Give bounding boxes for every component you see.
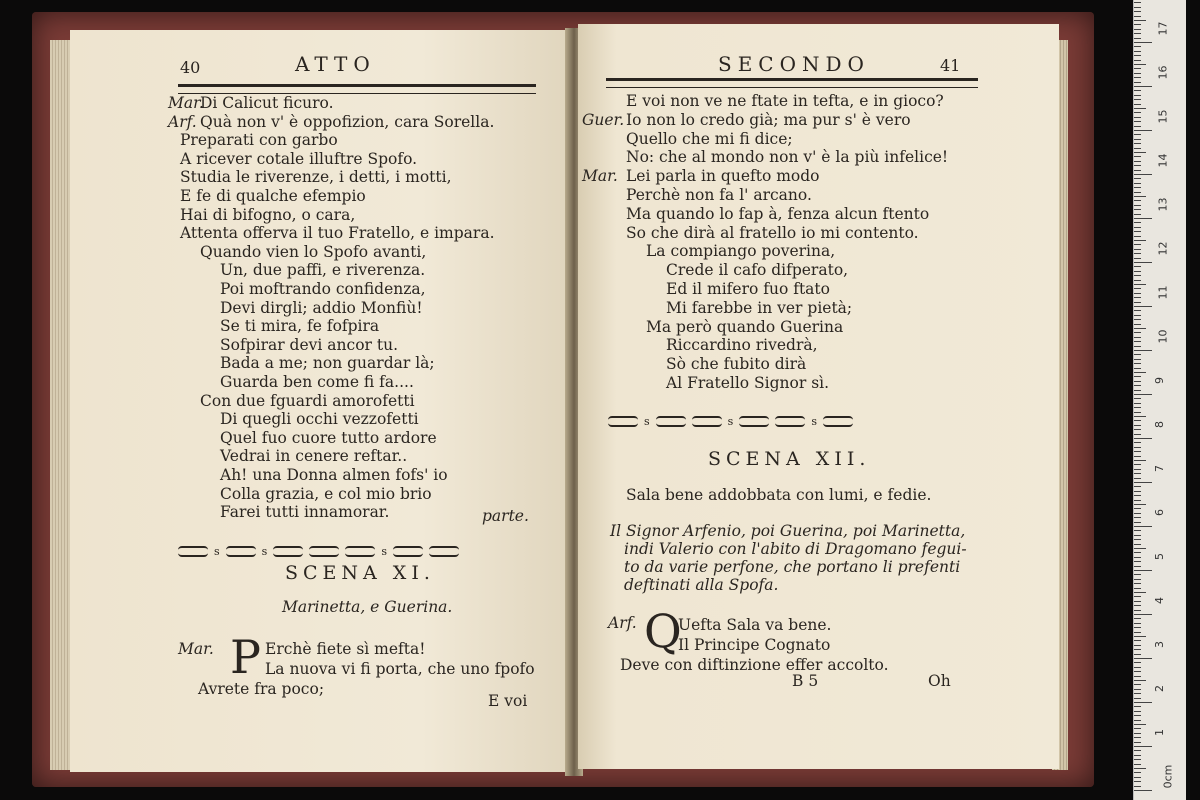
ruler-tick — [1134, 403, 1141, 404]
ruler-tick — [1134, 205, 1141, 206]
verse-line: Bada a me; non guardar là; — [220, 354, 435, 373]
ruler-tick — [1134, 764, 1141, 765]
scene-setting: Sala bene addobbata con lumi, e fedie. — [626, 486, 932, 504]
ruler-tick — [1134, 720, 1141, 721]
ruler-tick — [1134, 46, 1141, 47]
ruler-tick — [1134, 434, 1141, 435]
ruler-tick — [1134, 178, 1141, 179]
ornament-divider: s s s — [608, 416, 853, 426]
ruler-tick — [1134, 99, 1141, 100]
dialogue-line: Deve con diftinzione effer accolto. — [620, 656, 889, 674]
ruler-tick — [1134, 324, 1141, 325]
ruler-tick — [1134, 530, 1141, 531]
verse-line: Ma però quando Guerina — [646, 317, 844, 336]
ruler-tick — [1134, 627, 1141, 628]
ruler-tick — [1134, 306, 1152, 307]
ruler-tick — [1134, 275, 1141, 276]
ruler-number: 10 — [1156, 329, 1170, 344]
ruler-tick — [1134, 156, 1141, 157]
verse-line: Studia le riverenze, i detti, i motti, — [180, 168, 452, 187]
ruler-tick — [1134, 742, 1141, 743]
ruler-tick — [1134, 381, 1141, 382]
verse-line: Poi moftrando confidenza, — [220, 280, 426, 298]
ruler-tick — [1134, 319, 1141, 320]
ruler-number: 14 — [1156, 153, 1170, 168]
verse-line: Se ti mira, fe fofpira — [220, 317, 380, 336]
ruler-tick — [1134, 693, 1141, 694]
ruler-tick — [1134, 768, 1146, 769]
ruler-tick — [1134, 724, 1146, 725]
ruler-tick — [1134, 698, 1141, 699]
ruler-tick — [1134, 491, 1141, 492]
ruler-number: 1 — [1153, 729, 1166, 736]
ruler-tick — [1134, 658, 1152, 659]
ruler-tick — [1134, 266, 1141, 267]
verse-line: No: che al mondo non v' è la più infelice! — [626, 148, 949, 167]
ruler-tick — [1134, 284, 1146, 285]
ruler-tick — [1134, 469, 1141, 470]
ruler-tick — [1134, 55, 1141, 56]
ruler-tick — [1134, 341, 1141, 342]
ruler-tick — [1134, 271, 1141, 272]
ruler-tick — [1134, 561, 1141, 562]
ruler-tick — [1134, 398, 1141, 399]
ruler-number: 0cm — [1161, 764, 1175, 789]
ruler-tick — [1134, 77, 1141, 78]
ruler-tick — [1134, 460, 1146, 461]
ruler-tick — [1134, 517, 1141, 518]
header-rule — [178, 84, 536, 94]
ruler-tick — [1134, 781, 1141, 782]
verse-line: A ricever cotale illuftre Spofo. — [180, 149, 418, 168]
catchword: Oh — [928, 672, 951, 690]
ruler-tick — [1134, 539, 1141, 540]
ruler-tick — [1134, 64, 1146, 65]
dialogue-line: Uefta Sala va bene. — [678, 616, 832, 634]
ruler-tick — [1134, 676, 1141, 677]
verse-line: Quando vien lo Spofo avanti, — [200, 242, 427, 261]
ruler-tick — [1134, 20, 1146, 21]
verse-line: Vedrai in cenere reftar.. — [220, 447, 408, 466]
ruler-tick — [1134, 280, 1141, 281]
ruler-tick — [1134, 733, 1141, 734]
ruler-tick — [1134, 473, 1141, 474]
ruler-tick — [1134, 447, 1141, 448]
ruler-tick — [1134, 438, 1152, 439]
ruler-tick — [1134, 623, 1141, 624]
verse-line: Io non lo credo già; ma pur s' è vero — [626, 110, 911, 129]
ruler-tick — [1134, 2, 1141, 3]
ruler-tick — [1134, 425, 1141, 426]
ruler-tick — [1134, 332, 1141, 333]
ruler-tick — [1134, 152, 1146, 153]
speaker: Mar. — [582, 167, 618, 186]
ruler-tick — [1134, 139, 1141, 140]
ruler-number: 17 — [1156, 21, 1170, 36]
verse-line: Mi farebbe in ver pietà; — [666, 298, 853, 317]
ruler-tick — [1134, 508, 1141, 509]
ruler-tick — [1134, 29, 1141, 30]
ruler-tick — [1134, 108, 1146, 109]
ruler-tick — [1134, 671, 1141, 672]
ruler-tick — [1134, 442, 1141, 443]
ruler-tick — [1134, 200, 1141, 201]
ruler-tick — [1134, 372, 1146, 373]
ruler-number: 13 — [1156, 197, 1170, 212]
ruler-number: 15 — [1156, 109, 1170, 124]
speaker: Arf. — [168, 112, 197, 131]
ruler-tick — [1134, 737, 1141, 738]
ruler-tick — [1134, 478, 1141, 479]
right-page — [578, 24, 1059, 769]
ruler-tick — [1134, 759, 1141, 760]
ruler-tick — [1134, 174, 1152, 175]
dialogue-line: La nuova vi fi porta, che uno fpofo — [265, 660, 535, 678]
ruler-tick — [1134, 706, 1141, 707]
verse-line: Al Fratello Signor sì. — [666, 374, 830, 392]
running-head: SECONDO — [718, 52, 870, 76]
ruler-tick — [1134, 236, 1141, 237]
ruler-tick — [1134, 126, 1141, 127]
verse-line: Devi dirgli; addio Monfiù! — [220, 298, 423, 317]
speaker: Mar. — [178, 640, 214, 658]
verse-line: Sofpirar devi ancor tu. — [220, 335, 399, 354]
ruler-number: 4 — [1153, 597, 1166, 604]
ruler-tick — [1134, 33, 1141, 34]
ruler-tick — [1134, 310, 1141, 311]
ruler-tick — [1134, 227, 1141, 228]
ruler-tick — [1134, 376, 1141, 377]
ruler-tick — [1134, 240, 1146, 241]
verse-line: E voi non ve ne ftate in tefta, e in gioco? — [626, 92, 944, 110]
ruler-number: 2 — [1153, 685, 1166, 692]
ruler-tick — [1134, 728, 1141, 729]
ruler-tick — [1134, 315, 1141, 316]
ruler-tick — [1134, 187, 1141, 188]
ruler-tick — [1134, 618, 1141, 619]
ruler-tick — [1134, 535, 1141, 536]
ruler-tick — [1134, 464, 1141, 465]
verse-line: Di Calicut ficuro. — [200, 94, 334, 112]
verse-line: Quà non v' è oppofizion, cara Sorella. — [200, 112, 495, 131]
page-number: 40 — [180, 58, 201, 77]
ruler-tick — [1134, 715, 1141, 716]
ruler-tick — [1134, 636, 1146, 637]
page-number: 41 — [940, 56, 961, 75]
signature-mark: B 5 — [792, 672, 819, 690]
stage-direction: to da varie perfone, che portano li prefenti — [624, 558, 961, 576]
ruler-tick — [1134, 750, 1141, 751]
ruler-tick — [1134, 196, 1146, 197]
ruler-tick — [1134, 662, 1141, 663]
ruler-tick — [1134, 104, 1141, 105]
ruler-tick — [1134, 143, 1141, 144]
ruler-tick — [1134, 601, 1141, 602]
ruler-tick — [1134, 51, 1141, 52]
exit-direction: parte. — [482, 507, 529, 525]
ruler-tick — [1134, 566, 1141, 567]
ruler-tick — [1134, 702, 1152, 703]
ruler-tick — [1134, 645, 1141, 646]
ruler-tick — [1134, 68, 1141, 69]
ruler-tick — [1134, 24, 1141, 25]
drop-cap: Q — [644, 604, 682, 658]
ruler-tick — [1134, 596, 1141, 597]
verse-line: Attenta offerva il tuo Fratello, e impara. — [180, 224, 495, 243]
dialogue-line: Avrete fra poco; — [198, 680, 325, 698]
ruler-tick — [1134, 583, 1141, 584]
verse-line: Preparati con garbo — [180, 131, 338, 150]
ruler-tick — [1134, 552, 1141, 553]
ruler-tick — [1134, 218, 1152, 219]
ruler-tick — [1134, 337, 1141, 338]
ruler-tick — [1134, 570, 1152, 571]
ruler-tick — [1134, 385, 1141, 386]
ruler-tick — [1134, 544, 1141, 545]
ruler-tick — [1134, 244, 1141, 245]
ruler-tick — [1134, 711, 1141, 712]
ruler-tick — [1134, 654, 1141, 655]
dialogue-line: Il Principe Cognato — [678, 636, 831, 654]
verse-line: Con due fguardi amorofetti — [200, 391, 415, 410]
verse-line: Sò che fubito dirà — [666, 355, 807, 374]
ruler-number: 12 — [1156, 241, 1170, 256]
ruler-tick — [1134, 500, 1141, 501]
verse-line: E fe di qualche efempio — [180, 187, 366, 205]
ruler-tick — [1134, 755, 1141, 756]
ruler-tick — [1134, 117, 1141, 118]
ruler-tick — [1134, 38, 1141, 39]
ruler-tick — [1134, 605, 1141, 606]
ruler-tick — [1134, 368, 1141, 369]
ruler-tick — [1134, 231, 1141, 232]
verse-line: Hai di bifogno, o cara, — [180, 205, 356, 224]
ornament-divider: s s s — [178, 546, 459, 556]
verse-line: Di quegli occhi vezzofetti — [220, 410, 419, 429]
ruler-tick — [1134, 11, 1141, 12]
ruler-tick — [1134, 354, 1141, 355]
ruler-tick — [1134, 412, 1141, 413]
verse-line: Colla grazia, e col mio brio — [220, 484, 432, 503]
ruler-tick — [1134, 209, 1141, 210]
ruler-tick — [1134, 495, 1141, 496]
drop-cap: P — [230, 630, 261, 684]
ruler-number: 9 — [1153, 377, 1166, 384]
ruler-number: 5 — [1153, 553, 1166, 560]
ruler-tick — [1134, 214, 1141, 215]
ruler-tick — [1134, 359, 1141, 360]
stage-direction: Il Signor Arfenio, poi Guerina, poi Marinetta, — [610, 522, 966, 540]
scene-persons: Marinetta, e Guerina. — [282, 598, 453, 616]
ruler-number: 16 — [1156, 65, 1170, 80]
verse-line: Perchè non fa l' arcano. — [626, 186, 812, 204]
ruler-tick — [1134, 7, 1141, 8]
ruler-tick — [1134, 297, 1141, 298]
ruler-tick — [1134, 689, 1141, 690]
ruler-tick — [1134, 614, 1152, 615]
ruler-tick — [1134, 451, 1141, 452]
ruler-tick — [1134, 350, 1152, 351]
ruler-tick — [1134, 429, 1141, 430]
verse-line: Quel fuo cuore tutto ardore — [220, 428, 437, 447]
ruler-tick — [1134, 293, 1141, 294]
stage-direction: indi Valerio con l'abito di Dragomano fegui- — [624, 540, 967, 558]
left-page — [70, 30, 573, 772]
ruler-tick — [1134, 170, 1141, 171]
ruler-number: 7 — [1153, 465, 1166, 472]
header-rule — [606, 78, 978, 88]
ruler-tick — [1134, 557, 1141, 558]
ruler-tick — [1134, 390, 1141, 391]
ruler-number: 3 — [1153, 641, 1166, 648]
ruler-tick — [1134, 548, 1146, 549]
speaker: Arf. — [608, 614, 637, 632]
ruler-tick — [1134, 121, 1141, 122]
verse-line: Un, due paffi, e riverenza. — [220, 261, 426, 280]
ruler-tick — [1134, 684, 1141, 685]
ruler-tick — [1134, 482, 1152, 483]
verse-line: Ma quando lo fap à, fenza alcun ftento — [626, 204, 930, 223]
ruler-tick — [1134, 161, 1141, 162]
ruler-tick — [1134, 680, 1146, 681]
ruler-tick — [1134, 222, 1141, 223]
catchword: E voi — [488, 692, 528, 710]
ruler-tick — [1134, 777, 1141, 778]
ruler-tick — [1134, 486, 1141, 487]
ruler-tick — [1134, 134, 1141, 135]
ruler-tick — [1134, 456, 1141, 457]
ruler-tick — [1134, 302, 1141, 303]
ruler-tick — [1134, 790, 1152, 791]
ruler-number: 6 — [1153, 509, 1166, 516]
verse-line: Riccardino rivedrà, — [666, 336, 818, 355]
ruler-tick — [1134, 16, 1141, 17]
ruler-tick — [1134, 328, 1146, 329]
ruler-tick — [1134, 112, 1141, 113]
running-head: ATTO — [295, 52, 376, 76]
verse-line: Lei parla in quefto modo — [626, 167, 820, 186]
ruler-tick — [1134, 165, 1141, 166]
ruler-tick — [1134, 249, 1141, 250]
ruler-tick — [1134, 522, 1141, 523]
ruler-tick — [1134, 513, 1141, 514]
verse-line: Farei tutti innamorar. — [220, 503, 390, 522]
ruler-tick — [1134, 262, 1152, 263]
verse-line: So che dirà al fratello io mi contento. — [626, 223, 919, 242]
ruler-tick — [1134, 130, 1152, 131]
ruler-tick — [1134, 416, 1146, 417]
ruler-tick — [1134, 786, 1141, 787]
ruler-tick — [1134, 288, 1141, 289]
verse-line: Ed il mifero fuo ftato — [666, 280, 830, 298]
scene-title: SCENA XII. — [708, 448, 871, 470]
ruler-tick — [1134, 82, 1141, 83]
ruler-tick — [1134, 579, 1141, 580]
ruler-tick — [1134, 632, 1141, 633]
ruler-tick — [1134, 526, 1152, 527]
ruler-tick — [1134, 588, 1141, 589]
ruler-tick — [1134, 192, 1141, 193]
speaker: Guer. — [582, 110, 625, 129]
ruler-tick — [1134, 772, 1141, 773]
ruler-tick — [1134, 746, 1152, 747]
ruler-number: 11 — [1156, 285, 1170, 300]
ruler-tick — [1134, 504, 1146, 505]
ruler-tick — [1134, 574, 1141, 575]
ruler-tick — [1134, 649, 1141, 650]
ruler-tick — [1134, 394, 1152, 395]
verse-line: La compiango poverina, — [646, 242, 836, 261]
ruler-tick — [1134, 610, 1141, 611]
speaker: Mar. — [168, 94, 204, 112]
ruler-tick — [1134, 73, 1141, 74]
ruler-tick — [1134, 407, 1141, 408]
ruler-tick — [1134, 60, 1141, 61]
ruler-tick — [1134, 592, 1146, 593]
verse-line: Guarda ben come fi fa.... — [220, 373, 414, 391]
ruler-tick — [1134, 420, 1141, 421]
ruler-tick — [1134, 42, 1152, 43]
ruler-tick — [1134, 346, 1141, 347]
dialogue-line: Erchè fiete sì mefta! — [265, 640, 426, 658]
verse-line: Quello che mi fi dice; — [626, 129, 793, 148]
ruler-tick — [1134, 183, 1141, 184]
verse-line: Ah! una Donna almen fofs' io — [220, 466, 448, 484]
ruler-tick — [1134, 95, 1141, 96]
ruler-number: 8 — [1153, 421, 1166, 428]
ruler-tick — [1134, 667, 1141, 668]
ruler-tick — [1134, 148, 1141, 149]
ruler-tick — [1134, 86, 1152, 87]
measuring-ruler — [1133, 0, 1186, 800]
stage-direction: deftinati alla Spofa. — [624, 576, 779, 594]
ruler-tick — [1134, 258, 1141, 259]
ruler-tick — [1134, 253, 1141, 254]
ruler-tick — [1134, 640, 1141, 641]
ruler-tick — [1134, 90, 1141, 91]
scene-title: SCENA XI. — [285, 562, 435, 584]
ruler-tick — [1134, 363, 1141, 364]
verse-line: Crede il cafo difperato, — [666, 261, 849, 280]
